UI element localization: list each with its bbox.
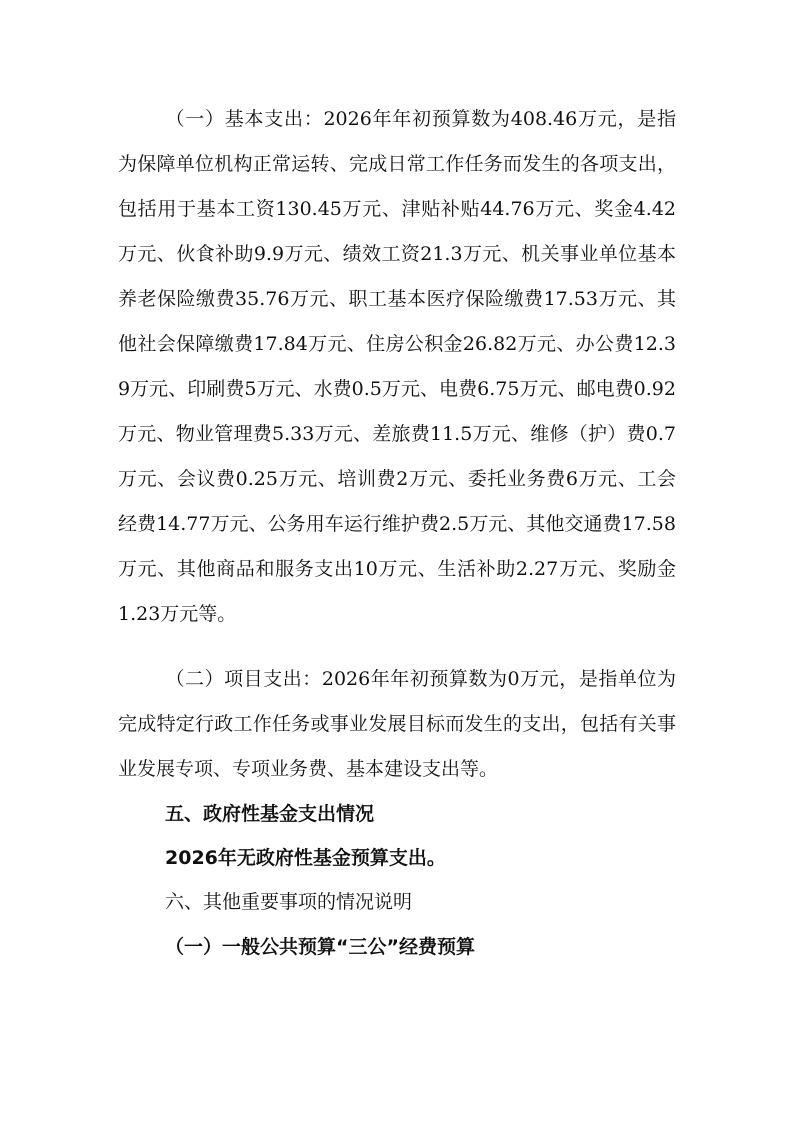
section5-body: 2026年无政府性基金预算支出。 bbox=[165, 847, 446, 869]
section5-title: 五、政府性基金支出情况 bbox=[165, 803, 375, 825]
paragraph-project-expenditure: （二）项目支出：2026年年初预算数为0万元，是指单位为完成特定行政工作任务或事业发展目标而发生的支出，包括有关事业发展专项、专项业务费、基本建设支出等。 bbox=[118, 668, 676, 780]
section6-title: 六、其他重要事项的情况说明 bbox=[165, 891, 413, 913]
paragraph-basic-expenditure: （一）基本支出：2026年年初预算数为408.46万元，是指为保障单位机构正常运转、完成日常工作任务而发生的各项支出，包括用于基本工资130.45万元、津贴补贴44.76万元、奖金4.42万元、伙食补助9.9万元、绩效工资21.3万元、机关事业单位基本养老保险缴费35.76万元、职工基本医疗保险缴费17.53万元、其他社会保障缴费17.84万元、住房公积金26.82万元、办公费12.39万元、印刷费5万元、水费0.5万元、电费6.75万元、邮电费0.92万元、物业管理费5.33万元、差旅费11.5万元、维修（护）费0.7万元、会议费0.25万元、培训费2万元、委托业务费6万元、工会经费14.77万元、公务用车运行维护费2.5万元、其他交通费17.58万元、其他商品和服务支出10万元、生活补助2.27万元、奖励金1.23万元等。 bbox=[118, 108, 676, 625]
section6-subsection1-title: （一）一般公共预算“三公”经费预算 bbox=[165, 936, 475, 958]
